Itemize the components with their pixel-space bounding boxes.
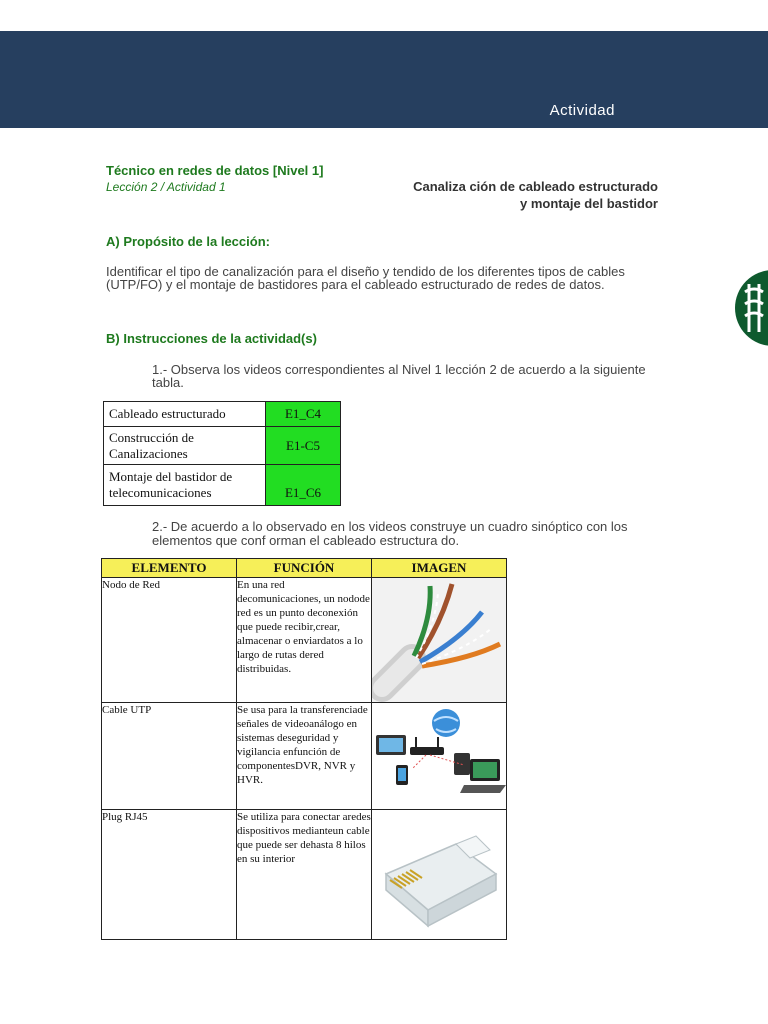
course-title: Técnico en redes de datos [Nivel 1] bbox=[106, 163, 324, 178]
step-1-text: 1.- Observa los videos correspondientes al Nivel 1 lección 2 de acuerdo a la siguiente tabla. bbox=[152, 362, 646, 390]
activity-title-line2: y montaje del bastidor bbox=[520, 196, 658, 211]
function-cell: Se utiliza para conectar aredes dispositivos medianteun cable que puede ser dehasta 8 hilos en su interior bbox=[237, 810, 372, 940]
table-row bbox=[102, 810, 507, 940]
column-header-element: ELEMENTO bbox=[102, 559, 237, 578]
video-topic: Montaje del bastidor de telecomunicaciones bbox=[104, 465, 266, 506]
table-row bbox=[104, 402, 341, 427]
header-banner bbox=[0, 31, 768, 128]
section-a-heading: A) Propósito de la lección: bbox=[106, 234, 270, 249]
video-topic: Construcción de Canalizaciones bbox=[104, 427, 266, 465]
twisted-pair-cable-icon bbox=[372, 578, 506, 702]
badge-glyph bbox=[735, 270, 768, 346]
activity-title bbox=[413, 178, 658, 212]
table-row bbox=[102, 703, 507, 810]
video-topic: Cableado estructurado bbox=[104, 402, 266, 427]
video-code: E1-C5 bbox=[266, 427, 341, 465]
network-devices-icon bbox=[372, 703, 506, 809]
column-header-function: FUNCIÓN bbox=[237, 559, 372, 578]
header-title: Actividad bbox=[549, 102, 615, 119]
purpose-text: Identificar el tipo de canalización para el diseño y tendido de los diferentes tipos de cables (UTP/FO) y el montaje de bastidores para el cableado estructurado de redes de datos. bbox=[106, 264, 625, 292]
image-cell bbox=[372, 810, 507, 940]
table-row bbox=[104, 465, 341, 506]
element-cell: Nodo de Red bbox=[102, 578, 237, 703]
video-table bbox=[103, 401, 341, 506]
image-cell bbox=[372, 578, 507, 703]
step-2-text: 2.- De acuerdo a lo observado en los videos construye un cuadro sinóptico con los elementos que conf orman el cableado estructura do. bbox=[152, 519, 628, 548]
column-header-image: IMAGEN bbox=[372, 559, 507, 578]
side-badge-icon bbox=[735, 270, 768, 346]
element-cell: Cable UTP bbox=[102, 703, 237, 810]
table-header-row bbox=[102, 559, 507, 578]
table-row bbox=[102, 578, 507, 703]
video-code: E1_C4 bbox=[266, 402, 341, 427]
synoptic-table bbox=[101, 558, 507, 940]
element-cell: Plug RJ45 bbox=[102, 810, 237, 940]
function-cell: Se usa para la transferenciade señales de videoanálogo en sistemas deseguridad y vigilancia enfunción de componentesDVR, NVR y HVR. bbox=[237, 703, 372, 810]
function-cell: En una red decomunicaciones, un nodode red es un punto deconexión que puede recibir,crear, almacenar o enviardatos a lo largo de rutas dered distribuidas. bbox=[237, 578, 372, 703]
table-row bbox=[104, 427, 341, 465]
activity-title-line1: Canaliza ción de cableado estructurado bbox=[413, 179, 658, 194]
image-cell bbox=[372, 703, 507, 810]
rj45-plug-icon bbox=[372, 810, 506, 939]
lesson-label: Lección 2 / Actividad 1 bbox=[106, 180, 226, 194]
video-code: E1_C6 bbox=[266, 465, 341, 506]
section-b-heading: B) Instrucciones de la actividad(s) bbox=[106, 331, 317, 346]
